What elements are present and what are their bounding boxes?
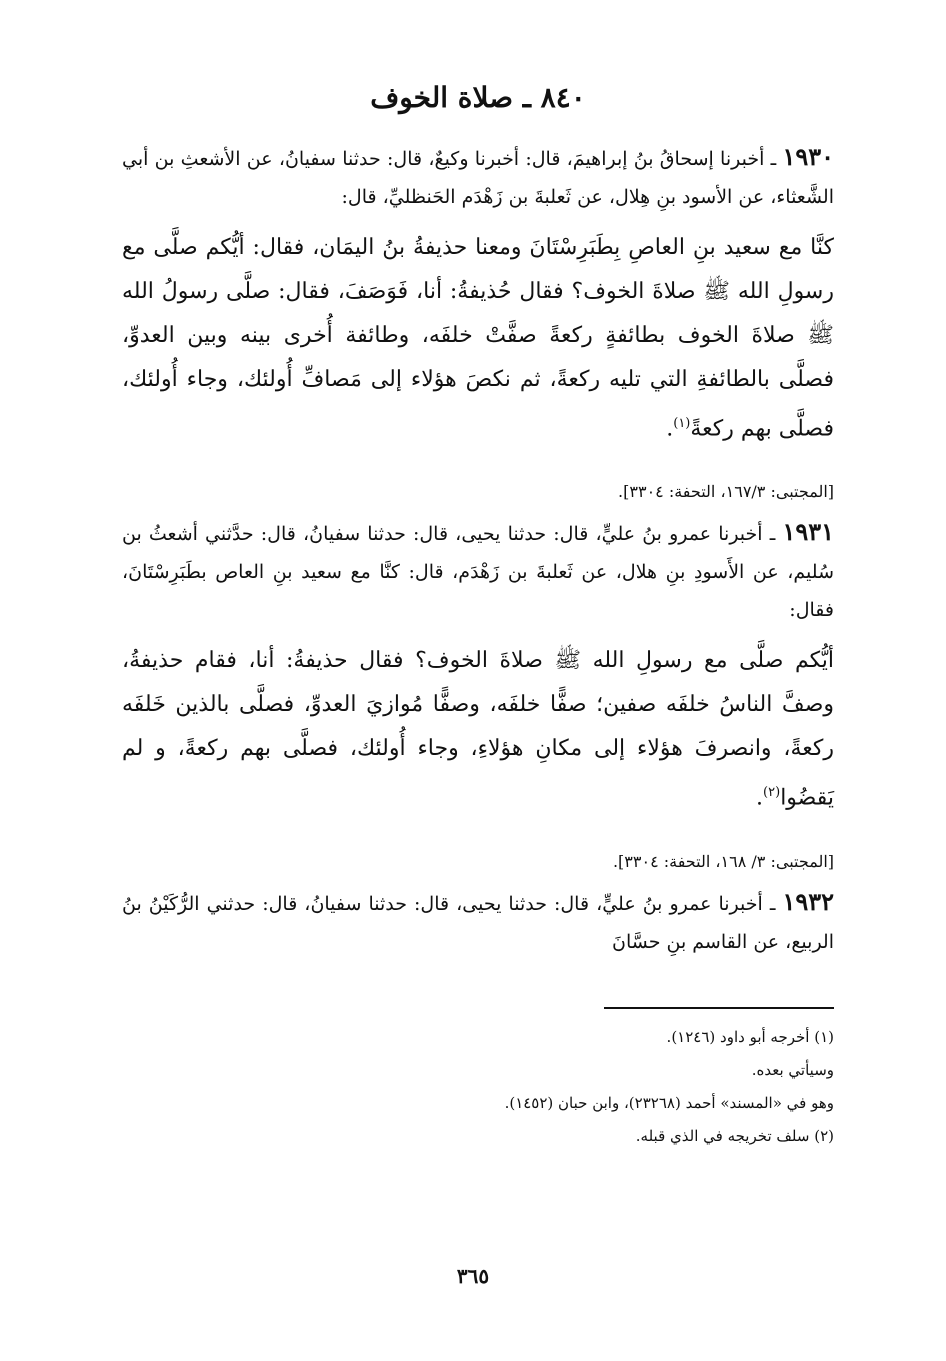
footnote-line: (٢) سلف تخريجه في الذي قبله. xyxy=(635,1126,834,1145)
matn-text: أيُّكم صلَّى مع رسولِ الله ﷺ صلاةَ الخوف؟ فقال حذيفةُ: أنا، فقام حذيفةُ، وصفَّ الناسُ خلفَه صفين؛ صفًّا خلفَه، وصفًّا مُوازيَ العدوِّ، فصلَّى بالذين خَلفَه ركعةً، وانصرفَ هؤلاء إلى مكانِ هؤلاءِ، وجاء أُولئك، فصلَّى بهم ركعةً، و لم يَقضُوا xyxy=(122,648,834,811)
hadith-1932 xyxy=(122,883,834,961)
footnote-line: وسيأتي بعده. xyxy=(751,1060,834,1079)
hadith-matn xyxy=(122,639,834,820)
isnad-text: أخبرنا عمرو بنُ عليٍّ، قال: حدثنا يحيى، قال: حدثنا سفيانُ، قال: حدثني الرُّكَيْنُ بنُ الربيع، عن القاسم بنِ حسَّانَ xyxy=(122,892,834,953)
hadith-isnad xyxy=(122,513,834,629)
hadith-isnad xyxy=(122,138,834,216)
matn-ending: . xyxy=(666,416,674,442)
hadith-reference: [المجتبى: ٣/ ١٦٨، التحفة: ٣٣٠٤]. xyxy=(612,851,834,871)
footnote-divider xyxy=(604,1007,834,1009)
matn-ending: . xyxy=(756,785,764,811)
hadith-1931 xyxy=(122,513,834,876)
matn-text: كنَّا مع سعيد بنِ العاصِ بِطَبَرِسْتَانَ ومعنا حذيفةُ بنُ اليمَان، فقال: أيُّكم صلَّى مع رسولِ الله ﷺ صلاةَ الخوف؟ فقال حُذيفةُ: أنا، فَوَصَفَ، فقال: صلَّى رسولُ الله ﷺ صلاةَ الخوف بطائفةٍ ركعةً صفَّتْ خلفَه، وطائفة أُخرى بينه وبين العدوِّ، فصلَّى بالطائفةِ التي تليه ركعةً، ثم نكصَ هؤلاء إلى مَصافِّ أُولئك، وجاء أُولئك، فصلَّى بهم ركعةً xyxy=(122,235,834,442)
hadith-1930 xyxy=(122,138,834,507)
isnad-text: أخبرنا إسحاقُ بنُ إبراهيمَ، قال: أخبرنا وكيعٌ، قال: حدثنا سفيانُ، عن الأشعثِ بن أبي الشَّعثاء، عن الأسود بنِ هِلال، عن ثَعلبةَ بن زَهْدَم الحَنظليِّ، قال: xyxy=(122,148,834,208)
hadith-isnad xyxy=(122,883,834,961)
footnotes xyxy=(122,1021,834,1153)
hadith-number: ١٩٣٢ xyxy=(782,886,834,916)
dash: ـ xyxy=(764,148,777,170)
dash: ـ xyxy=(762,892,776,915)
chapter-title: ٨٤٠ ـ صلاة الخوف xyxy=(370,81,586,114)
page-number: ٣٦٥ xyxy=(456,1264,490,1288)
footnote-line: (١) أخرجه أبو داود (١٢٤٦). xyxy=(666,1027,834,1046)
isnad-text: أخبرنا عمرو بنُ عليٍّ، قال: حدثنا يحيى، قال: حدثنا سفيانُ، قال: حدَّثني أشعثُ بن سُليم، عن الأَسودِ بنِ هلال، عن ثَعلبةَ بن زَهْدَم، قال: كنَّا مع سعيد بنِ العاص بطَبَرِسْتَانَ، فقال: xyxy=(122,523,834,622)
footnote-mark: (٢) xyxy=(763,785,781,801)
hadith-number: ١٩٣١ xyxy=(782,517,834,547)
dash: ـ xyxy=(762,523,776,546)
footnote-line: وهو في «المسند» أحمد (٢٣٢٦٨)، وابن حبان (١٤٥٢). xyxy=(504,1093,834,1112)
hadith-reference: [المجتبى: ١٦٧/٣، التحفة: ٣٣٠٤]. xyxy=(618,482,834,502)
hadith-matn xyxy=(122,226,834,451)
footnote-mark: (١) xyxy=(673,416,691,431)
hadith-number: ١٩٣٠ xyxy=(782,142,835,171)
